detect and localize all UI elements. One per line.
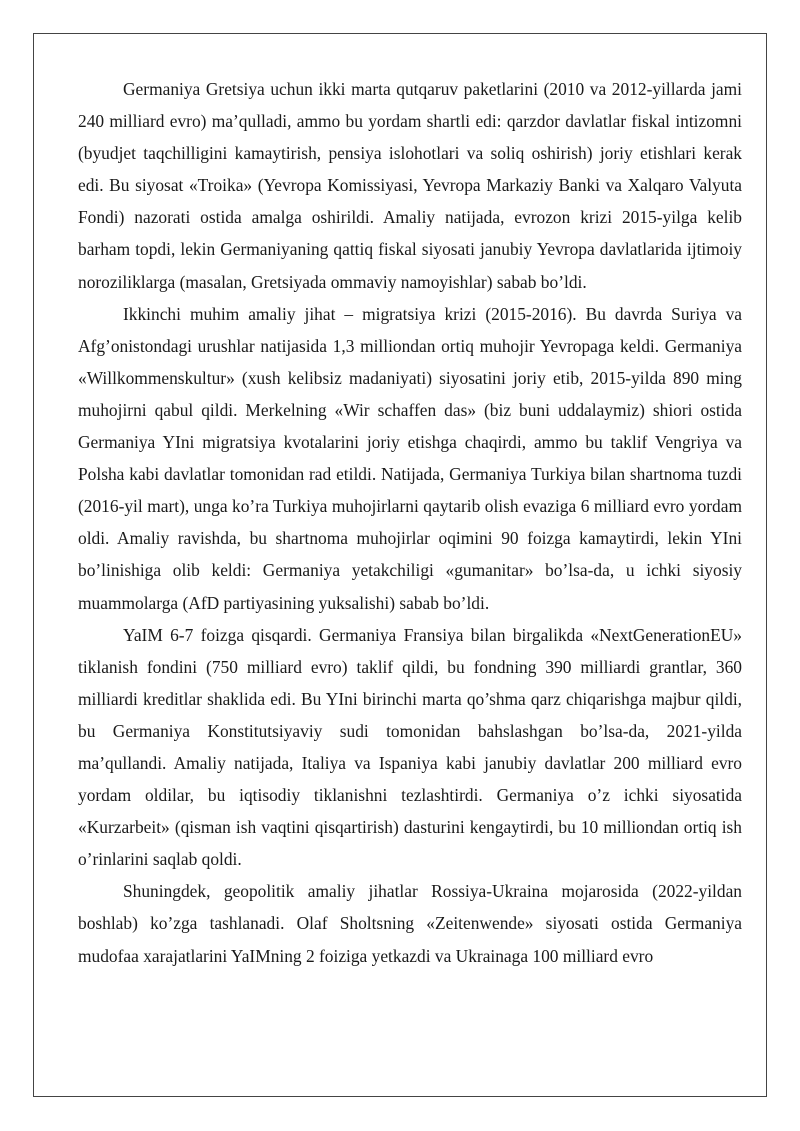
paragraph-migration-crisis: Ikkinchi muhim amaliy jihat – migratsiya krizi (2015-2016). Bu davrda Suriya va Afg’onistondagi urushlar natijasida 1,3 milliondan ortiq muhojir Yevropaga keldi. Germaniya «Willkommenskultur» (xush kelibsiz madaniyati) siyosatini joriy etib, 2015-yilda 890 ming muhojirni qabul qildi. Merkelning «Wir schaffen das» (biz buni uddalaymiz) shiori ostida Germaniya YIni migratsiya kvotalarini joriy etishga chaqirdi, ammo bu taklif Vengriya va Polsha kabi davlatlar tomonidan rad etildi. Natijada, Germaniya Turkiya bilan shartnoma tuzdi (2016-yil mart), unga ko’ra Turkiya muhojirlarni qaytarib olish evaziga 6 milliard evro yordam oldi. Amaliy ravishda, bu shartnoma muhojirlar oqimini 90 foizga kamaytirdi, lekin YIni bo’linishiga olib keldi: Germaniya yetakchiligi «gumanitar» bo’lsa-da, u ichki siyosiy muammolarga (AfD partiyasining yuksalishi) sabab bo’ldi. xyxy=(78,303,742,613)
paragraph-geopolitics: Shuningdek, geopolitik amaliy jihatlar Rossiya-Ukraina mojarosida (2022-yildan boshlab) ko’zga tashlanadi. Olaf Sholtsning «Zeitenwende» siyosati ostida Germaniya mudofaa xarajatlarini YaIMning 2 foiziga yetkazdi va Ukrainaga 100 milliard evro xyxy=(78,881,742,966)
paragraph-greece-bailout: Germaniya Gretsiya uchun ikki marta qutqaruv paketlarini (2010 va 2012-yillarda jami 240 milliard evro) ma’qulladi, ammo bu yordam shartli edi: qarzdor davlatlar fiskal intizomni (byudjet taqchilligini kamaytirish, pensiya islohotlari va soliq oshirish) joriy etishlari kerak edi. Bu siyosat «Troika» (Yevropa Komissiyasi, Yevropa Markaziy Banki va Xalqaro Valyuta Fondi) nazorati ostida amalga oshirildi. Amaliy natijada, evrozon krizi 2015-yilga kelib barham topdi, lekin Germaniyaning qattiq fiskal siyosati janubiy Yevropa davlatlarida ijtimoiy noroziliklarga (masalan, Gretsiyada ommaviy namoyishlar) sabab bo’ldi. xyxy=(78,79,742,292)
document-body xyxy=(78,73,742,972)
paragraph-recovery-fund: YaIM 6-7 foizga qisqardi. Germaniya Fransiya bilan birgalikda «NextGenerationEU» tiklanish fondini (750 milliard evro) taklif qildi, bu fondning 390 milliardi grantlar, 360 milliardi kreditlar shaklida edi. Bu YIni birinchi marta qo’shma qarz chiqarishga majbur qildi, bu Germaniya Konstitutsiyaviy sudi tomonidan bahslashgan bo’lsa-da, 2021-yilda ma’qullandi. Amaliy natijada, Italiya va Ispaniya kabi janubiy davlatlar 200 milliard evro yordam oldilar, bu iqtisodiy tiklanishni tezlashtirdi. Germaniya o’z ichki siyosatida «Kurzarbeit» (qisman ish vaqtini qisqartirish) dasturini kengaytirdi, bu 10 milliondan ortiq ish o’rinlarini saqlab qoldi. xyxy=(78,624,742,870)
